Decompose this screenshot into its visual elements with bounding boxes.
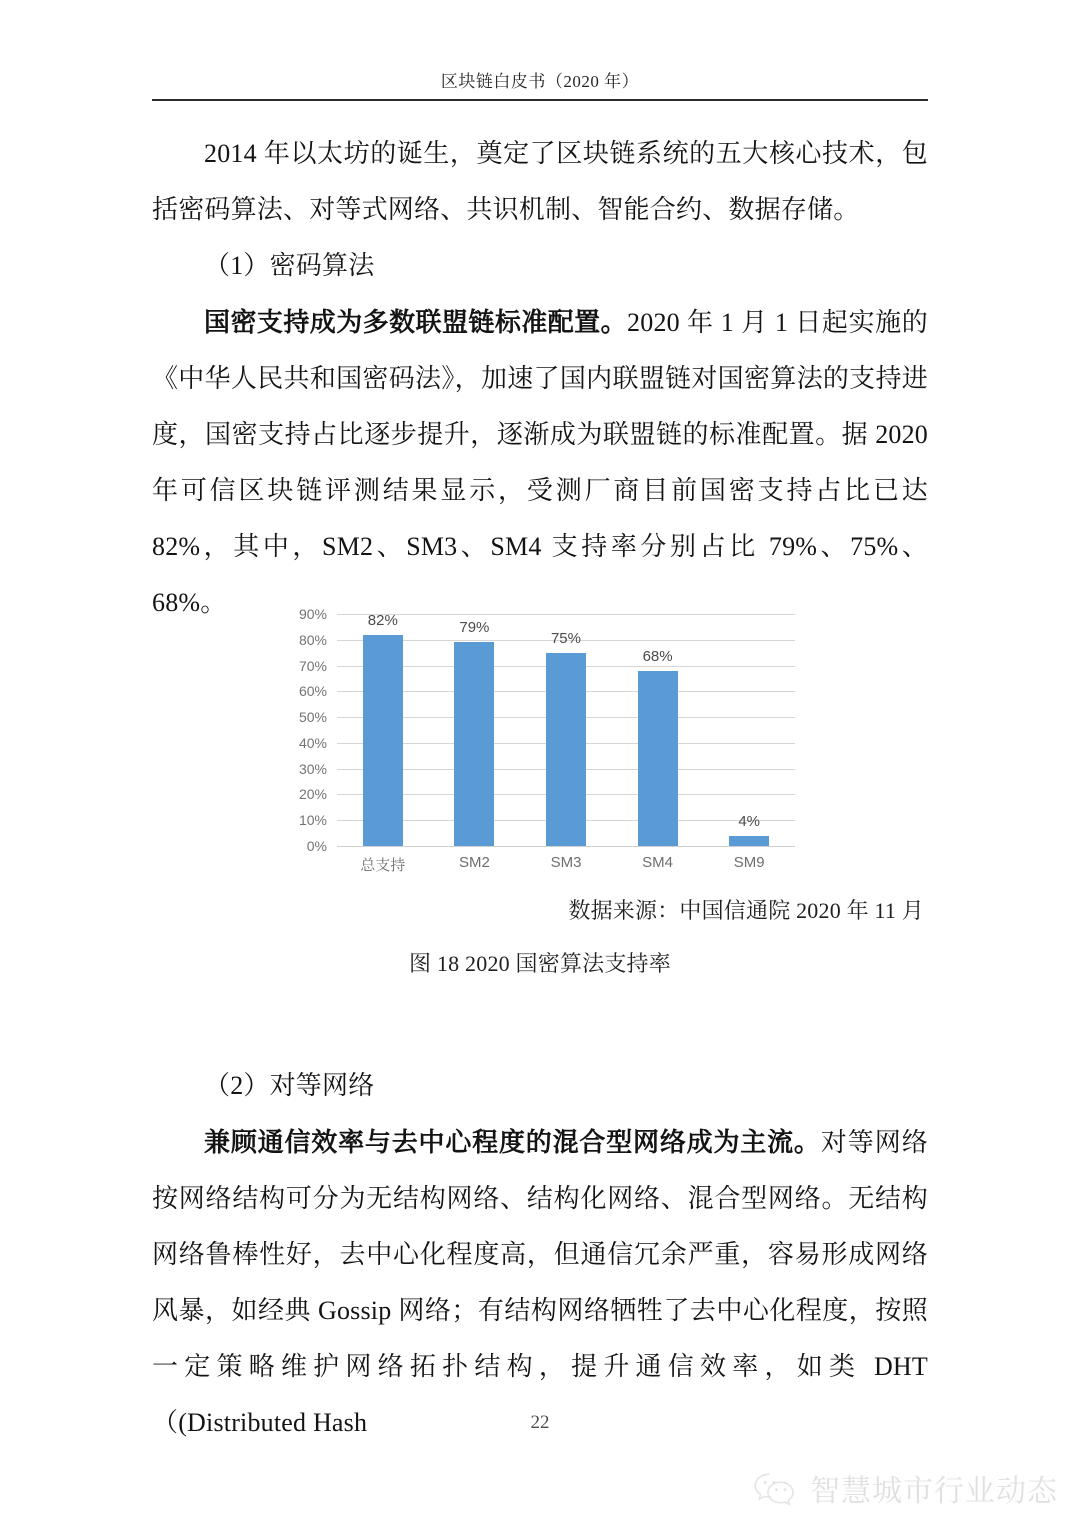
x-axis-tick-label: SM4 bbox=[642, 854, 673, 871]
chart-bar bbox=[454, 642, 494, 846]
x-axis-tick-label: 总支持 bbox=[360, 857, 406, 874]
wechat-icon bbox=[752, 1470, 798, 1506]
paragraph-p2p-network bbox=[152, 1114, 928, 1451]
bar-value-label: 68% bbox=[642, 647, 673, 665]
body-upper bbox=[152, 126, 928, 631]
y-axis-tick-label: 70% bbox=[298, 657, 327, 674]
y-axis-tick-label: 40% bbox=[298, 734, 327, 751]
chart-bar-group bbox=[703, 614, 795, 846]
y-axis-tick-label: 50% bbox=[298, 709, 327, 726]
paragraph-cryptography bbox=[152, 294, 928, 631]
page-header bbox=[152, 72, 928, 92]
paragraph-p2p-rest: 对等网络按网络结构可分为无结构网络、结构化网络、混合型网络。无结构网络鲁棒性好，去中心化程度高，但通信冗余严重，容易形成网络风暴，如经典 Gossip 网络；有结构网络牺牲了去中心化程度，按照一定策略维护网络拓扑结构，提升通信效率，如类 DHT（(Distributed Hash bbox=[152, 1128, 928, 1437]
paragraph-cryptography-rest: 2020 年 1 月 1 日起实施的《中华人民共和国密码法》，加速了国内联盟链对国密算法的支持进度，国密支持占比逐步提升，逐渐成为联盟链的标准配置。据 2020 年可信区块链评测结果显示，受测厂商目前国密支持占比已达 82%，其中，SM2、SM3、SM4 支持率分别占比 79%、75%、68%。 bbox=[152, 308, 928, 617]
paragraph-cryptography-lead: 国密支持成为多数联盟链标准配置。 bbox=[204, 307, 628, 337]
y-axis-tick-label: 60% bbox=[298, 683, 327, 700]
section-heading-1: （1）密码算法 bbox=[204, 251, 375, 280]
chart-bars bbox=[337, 611, 795, 846]
paragraph-p2p-lead: 兼顾通信效率与去中心程度的混合型网络成为主流。 bbox=[204, 1127, 821, 1157]
figure-18 bbox=[152, 606, 928, 978]
chart-bar-group bbox=[612, 614, 704, 846]
watermark bbox=[752, 1466, 1058, 1510]
chart-x-axis bbox=[337, 854, 795, 875]
chart-bar bbox=[546, 653, 586, 846]
header-title: 区块链白皮书（2020 年） bbox=[440, 72, 640, 91]
body-lower bbox=[152, 1058, 928, 1451]
bar-value-label: 82% bbox=[367, 611, 398, 629]
chart-bar bbox=[638, 671, 678, 846]
paragraph-intro: 2014 年以太坊的诞生，奠定了区块链系统的五大核心技术，包括密码算法、对等式网络、共识机制、智能合约、数据存储。 bbox=[152, 139, 928, 224]
chart-plot-area bbox=[337, 611, 795, 846]
chart-bar bbox=[729, 836, 769, 846]
bar-value-label: 75% bbox=[550, 629, 581, 647]
x-axis-tick-label: SM3 bbox=[550, 854, 582, 871]
page-number: 22 bbox=[530, 1412, 550, 1433]
y-axis-tick-label: 30% bbox=[298, 760, 327, 777]
bar-value-label: 79% bbox=[459, 619, 490, 637]
header-rule-divider bbox=[152, 99, 928, 101]
y-axis-tick-label: 20% bbox=[298, 786, 327, 803]
chart-gridline bbox=[337, 846, 795, 847]
y-axis-tick-label: 80% bbox=[298, 631, 327, 648]
bar-value-label: 4% bbox=[738, 812, 761, 830]
x-axis-tick-label: SM2 bbox=[458, 854, 490, 871]
watermark-text: 智慧城市行业动态 bbox=[810, 1475, 1058, 1508]
figure-source-note: 数据来源：中国信通院 2020 年 11 月 bbox=[568, 898, 924, 923]
chart-y-axis bbox=[285, 606, 331, 854]
y-axis-tick-label: 10% bbox=[298, 812, 327, 829]
bar-chart bbox=[285, 606, 795, 874]
y-axis-tick-label: 90% bbox=[298, 606, 327, 622]
section-heading-2: （2）对等网络 bbox=[204, 1071, 375, 1100]
chart-bar bbox=[363, 635, 403, 846]
chart-bar-group bbox=[520, 614, 612, 846]
chart-bar-group bbox=[429, 614, 521, 846]
y-axis-tick-label: 0% bbox=[306, 838, 327, 854]
figure-caption: 图 18 2020 国密算法支持率 bbox=[409, 951, 671, 976]
chart-bar-group bbox=[337, 611, 429, 846]
x-axis-tick-label: SM9 bbox=[733, 854, 765, 871]
